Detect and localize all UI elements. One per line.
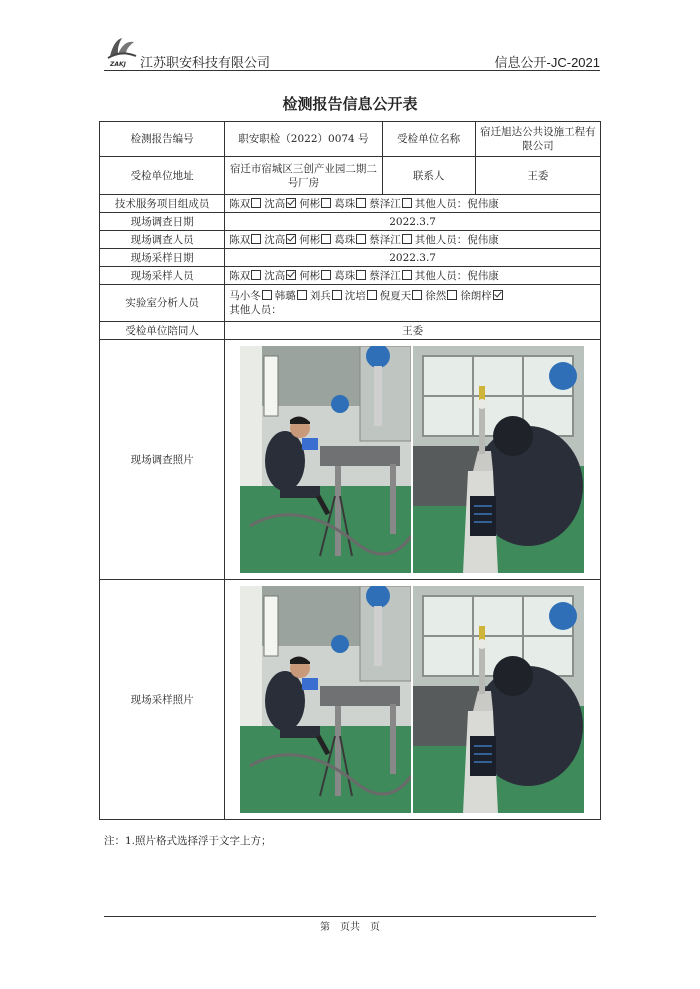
staff-name: 葛珠 (334, 233, 356, 246)
checkbox-icon (332, 290, 342, 300)
lab-other: 其他人员： (229, 304, 282, 316)
staff-name: 何彬 (299, 269, 321, 282)
lab-label: 实验室分析人员 (100, 285, 225, 322)
surveyors-members (225, 231, 601, 249)
footer-divider (104, 916, 596, 917)
surveyors-label: 现场调查人员 (100, 231, 225, 249)
lab-members-list (229, 289, 596, 303)
checkbox-icon (356, 198, 366, 208)
checkbox-icon (367, 290, 377, 300)
table-row (100, 122, 601, 157)
sampling-photo-welder (240, 586, 411, 813)
table-row (100, 231, 601, 249)
address-label: 受检单位地址 (100, 157, 225, 195)
checkbox-icon (402, 270, 412, 280)
table-row (100, 249, 601, 267)
checkbox-icon (447, 290, 457, 300)
accompany-value: 王委 (225, 322, 601, 340)
staff-name: 蔡泽江 (369, 197, 401, 210)
survey-date-value: 2022.3.7 (225, 213, 601, 231)
unit-name-label: 受检单位名称 (382, 122, 475, 157)
checkbox-icon (402, 198, 412, 208)
samplers-members (225, 267, 601, 285)
report-no-value: 职安职检（2022）0074 号 (225, 122, 382, 157)
table-row (100, 267, 601, 285)
team-members (225, 195, 601, 213)
staff-name: 韩璐 (274, 290, 296, 302)
staff-name: 何彬 (299, 197, 321, 210)
company-logo-icon (104, 34, 140, 68)
document-code: 信息公开-JC-2021 (494, 55, 600, 70)
staff-name: 蔡泽江 (369, 233, 401, 246)
other-staff: 其他人员：倪伟康 (414, 233, 499, 246)
other-staff: 其他人员：倪伟康 (414, 269, 499, 282)
sampling-date-value: 2022.3.7 (225, 249, 601, 267)
survey-date-label: 现场调查日期 (100, 213, 225, 231)
table-row (100, 580, 601, 820)
checkbox-icon (321, 198, 331, 208)
staff-name: 陈双 (229, 197, 251, 210)
checked-box-icon (286, 270, 296, 280)
checked-box-icon (286, 198, 296, 208)
staff-name: 葛珠 (334, 197, 356, 210)
checked-box-icon (493, 290, 503, 300)
staff-name: 徐朗梓 (460, 290, 492, 302)
staff-name: 葛珠 (334, 269, 356, 282)
survey-photo-welder (240, 346, 411, 573)
page-title: 检测报告信息公开表 (282, 95, 418, 113)
page-footer: 第 页共 页 (320, 922, 380, 933)
staff-name: 陈双 (229, 269, 251, 282)
sampling-photo-label: 现场采样照片 (100, 580, 225, 820)
table-row (100, 285, 601, 322)
contact-value: 王委 (475, 157, 600, 195)
address-value: 宿迁市宿城区三创产业园二期二号厂房 (225, 157, 382, 195)
staff-name: 倪夏天 (379, 290, 412, 302)
table-row (100, 157, 601, 195)
svg-text:ZAKJ: ZAKJ (110, 61, 126, 68)
checked-box-icon (286, 234, 296, 244)
staff-name: 马小冬 (229, 290, 261, 302)
page-header (104, 34, 600, 70)
staff-name: 陈双 (229, 233, 251, 246)
staff-name: 沈高 (264, 197, 286, 210)
checkbox-icon (356, 234, 366, 244)
team-label: 技术服务项目组成员 (100, 195, 225, 213)
samplers-label: 现场采样人员 (100, 267, 225, 285)
checkbox-icon (251, 198, 261, 208)
checkbox-icon (251, 234, 261, 244)
table-row (100, 213, 601, 231)
survey-photos (225, 340, 601, 580)
checkbox-icon (262, 290, 272, 300)
staff-name: 刘兵 (309, 290, 331, 302)
checkbox-icon (402, 234, 412, 244)
survey-photo-sound-meter (413, 346, 584, 573)
sampling-photos (225, 580, 601, 820)
table-row (100, 195, 601, 213)
header-divider (104, 70, 600, 71)
sampling-date-label: 现场采样日期 (100, 249, 225, 267)
checkbox-icon (321, 234, 331, 244)
other-staff: 其他人员：倪伟康 (414, 197, 499, 210)
survey-photo-label: 现场调查照片 (100, 340, 225, 580)
unit-name-value: 宿迁旭达公共设施工程有限公司 (475, 122, 600, 157)
contact-label: 联系人 (382, 157, 475, 195)
footnote: 注：1.照片格式选择浮于文字上方； (104, 835, 272, 847)
staff-name: 沈高 (264, 233, 286, 246)
accompany-label: 受检单位陪同人 (100, 322, 225, 340)
checkbox-icon (321, 270, 331, 280)
staff-name: 沈高 (264, 269, 286, 282)
staff-name: 蔡泽江 (369, 269, 401, 282)
staff-name: 何彬 (299, 233, 321, 246)
table-row (100, 322, 601, 340)
checkbox-icon (251, 270, 261, 280)
checkbox-icon (297, 290, 307, 300)
info-table (99, 121, 601, 820)
staff-name: 徐然 (425, 290, 447, 302)
report-no-label: 检测报告编号 (100, 122, 225, 157)
table-row (100, 340, 601, 580)
checkbox-icon (356, 270, 366, 280)
sampling-photo-sound-meter (413, 586, 584, 813)
company-name: 江苏职安科技有限公司 (140, 55, 271, 70)
checkbox-icon (412, 290, 422, 300)
staff-name: 沈培 (344, 290, 366, 302)
lab-members (225, 285, 601, 322)
